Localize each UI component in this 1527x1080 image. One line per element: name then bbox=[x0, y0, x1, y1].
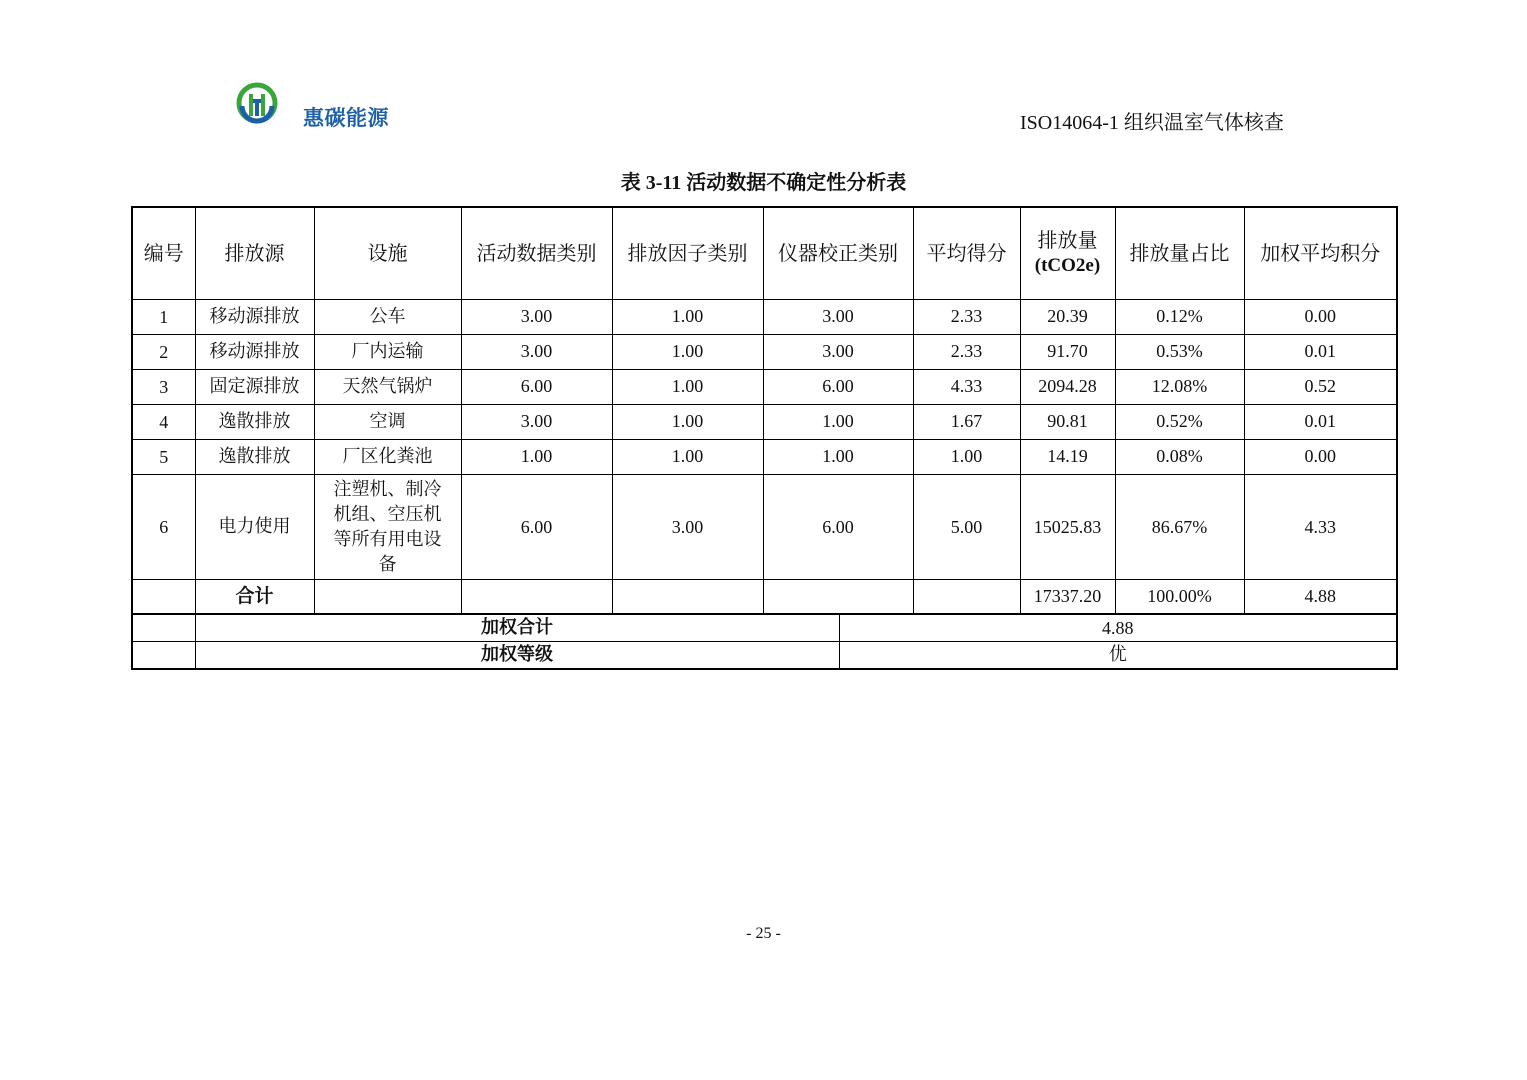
cell-factor: 1.00 bbox=[612, 369, 763, 404]
weighted-total-row bbox=[132, 615, 1397, 642]
cell-emission: 15025.83 bbox=[1020, 474, 1115, 579]
cell-avg: 2.33 bbox=[913, 334, 1020, 369]
cell-emission: 14.19 bbox=[1020, 439, 1115, 474]
cell-share: 0.53% bbox=[1115, 334, 1244, 369]
cell-empty bbox=[612, 579, 763, 614]
column-header: 加权平均积分 bbox=[1244, 207, 1397, 299]
cell-facility: 厂区化粪池 bbox=[314, 439, 461, 474]
cell-emission: 20.39 bbox=[1020, 299, 1115, 334]
company-logo-icon bbox=[236, 82, 278, 124]
facility-line: 注塑机、制冷 bbox=[333, 478, 442, 500]
cell-activity: 6.00 bbox=[461, 474, 612, 579]
column-header: 仪器校正类别 bbox=[763, 207, 913, 299]
cell-weighted: 4.33 bbox=[1244, 474, 1397, 579]
cell-empty bbox=[461, 579, 612, 614]
cell-facility bbox=[314, 474, 461, 579]
table-row bbox=[132, 474, 1397, 579]
cell-weighted: 0.52 bbox=[1244, 369, 1397, 404]
column-header: 设施 bbox=[314, 207, 461, 299]
column-header: 活动数据类别 bbox=[461, 207, 612, 299]
page-number: - 25 - bbox=[746, 925, 781, 942]
cell-empty bbox=[132, 579, 195, 614]
table-row bbox=[132, 369, 1397, 404]
cell-avg: 4.33 bbox=[913, 369, 1020, 404]
cell-share: 0.08% bbox=[1115, 439, 1244, 474]
table-header-row bbox=[132, 207, 1397, 299]
cell-calibration: 3.00 bbox=[763, 299, 913, 334]
total-label: 合计 bbox=[195, 579, 314, 614]
cell-source: 逸散排放 bbox=[195, 404, 314, 439]
total-emission: 17337.20 bbox=[1020, 579, 1115, 614]
cell-factor: 1.00 bbox=[612, 439, 763, 474]
cell-no: 5 bbox=[132, 439, 195, 474]
cell-facility: 公车 bbox=[314, 299, 461, 334]
cell-source: 逸散排放 bbox=[195, 439, 314, 474]
cell-empty bbox=[132, 615, 195, 642]
brand-name: 惠碳能源 bbox=[303, 106, 389, 130]
cell-share: 12.08% bbox=[1115, 369, 1244, 404]
cell-facility: 厂内运输 bbox=[314, 334, 461, 369]
cell-calibration: 6.00 bbox=[763, 369, 913, 404]
cell-activity: 6.00 bbox=[461, 369, 612, 404]
cell-avg: 2.33 bbox=[913, 299, 1020, 334]
cell-factor: 1.00 bbox=[612, 299, 763, 334]
cell-source: 移动源排放 bbox=[195, 334, 314, 369]
weighted-summary-table bbox=[131, 614, 1398, 670]
cell-source: 固定源排放 bbox=[195, 369, 314, 404]
cell-share: 86.67% bbox=[1115, 474, 1244, 579]
column-header: 排放因子类别 bbox=[612, 207, 763, 299]
cell-activity: 3.00 bbox=[461, 299, 612, 334]
cell-activity: 3.00 bbox=[461, 404, 612, 439]
column-header-emission bbox=[1020, 207, 1115, 299]
cell-no: 3 bbox=[132, 369, 195, 404]
weighted-grade-label: 加权等级 bbox=[195, 642, 839, 670]
total-weighted: 4.88 bbox=[1244, 579, 1397, 614]
cell-calibration: 1.00 bbox=[763, 404, 913, 439]
facility-line: 机组、空压机 bbox=[333, 503, 442, 525]
cell-avg: 1.00 bbox=[913, 439, 1020, 474]
cell-facility: 天然气锅炉 bbox=[314, 369, 461, 404]
cell-activity: 1.00 bbox=[461, 439, 612, 474]
uncertainty-analysis-table bbox=[131, 206, 1398, 615]
cell-no: 2 bbox=[132, 334, 195, 369]
weighted-grade-row bbox=[132, 642, 1397, 670]
cell-weighted: 0.01 bbox=[1244, 404, 1397, 439]
weighted-total-value: 4.88 bbox=[839, 615, 1397, 642]
cell-factor: 1.00 bbox=[612, 334, 763, 369]
document-title: ISO14064-1 组织温室气体核查 bbox=[1020, 112, 1284, 134]
cell-no: 6 bbox=[132, 474, 195, 579]
cell-no: 1 bbox=[132, 299, 195, 334]
cell-factor: 3.00 bbox=[612, 474, 763, 579]
cell-empty bbox=[314, 579, 461, 614]
total-row bbox=[132, 579, 1397, 614]
column-header: 排放源 bbox=[195, 207, 314, 299]
cell-empty bbox=[132, 642, 195, 670]
cell-source: 电力使用 bbox=[195, 474, 314, 579]
cell-weighted: 0.00 bbox=[1244, 299, 1397, 334]
cell-weighted: 0.01 bbox=[1244, 334, 1397, 369]
cell-emission: 91.70 bbox=[1020, 334, 1115, 369]
cell-share: 0.52% bbox=[1115, 404, 1244, 439]
cell-no: 4 bbox=[132, 404, 195, 439]
cell-empty bbox=[913, 579, 1020, 614]
table-row bbox=[132, 299, 1397, 334]
facility-line: 备 bbox=[378, 553, 397, 575]
table-row bbox=[132, 404, 1397, 439]
cell-source: 移动源排放 bbox=[195, 299, 314, 334]
cell-emission: 90.81 bbox=[1020, 404, 1115, 439]
cell-activity: 3.00 bbox=[461, 334, 612, 369]
column-header: 平均得分 bbox=[913, 207, 1020, 299]
column-header: 编号 bbox=[132, 207, 195, 299]
cell-avg: 1.67 bbox=[913, 404, 1020, 439]
weighted-grade-value: 优 bbox=[839, 642, 1397, 670]
cell-share: 0.12% bbox=[1115, 299, 1244, 334]
column-header: 排放量占比 bbox=[1115, 207, 1244, 299]
table-row bbox=[132, 439, 1397, 474]
cell-calibration: 6.00 bbox=[763, 474, 913, 579]
cell-factor: 1.00 bbox=[612, 404, 763, 439]
total-share: 100.00% bbox=[1115, 579, 1244, 614]
cell-emission: 2094.28 bbox=[1020, 369, 1115, 404]
cell-empty bbox=[763, 579, 913, 614]
cell-calibration: 1.00 bbox=[763, 439, 913, 474]
column-header-emission-label: 排放量 bbox=[1037, 228, 1098, 253]
cell-calibration: 3.00 bbox=[763, 334, 913, 369]
cell-facility: 空调 bbox=[314, 404, 461, 439]
weighted-total-label: 加权合计 bbox=[195, 615, 839, 642]
cell-weighted: 0.00 bbox=[1244, 439, 1397, 474]
facility-line: 等所有用电设 bbox=[333, 528, 442, 550]
cell-avg: 5.00 bbox=[913, 474, 1020, 579]
table-row bbox=[132, 334, 1397, 369]
table-caption: 表 3-11 活动数据不确定性分析表 bbox=[620, 172, 907, 194]
column-header-emission-unit: (tCO2e) bbox=[1034, 255, 1101, 277]
